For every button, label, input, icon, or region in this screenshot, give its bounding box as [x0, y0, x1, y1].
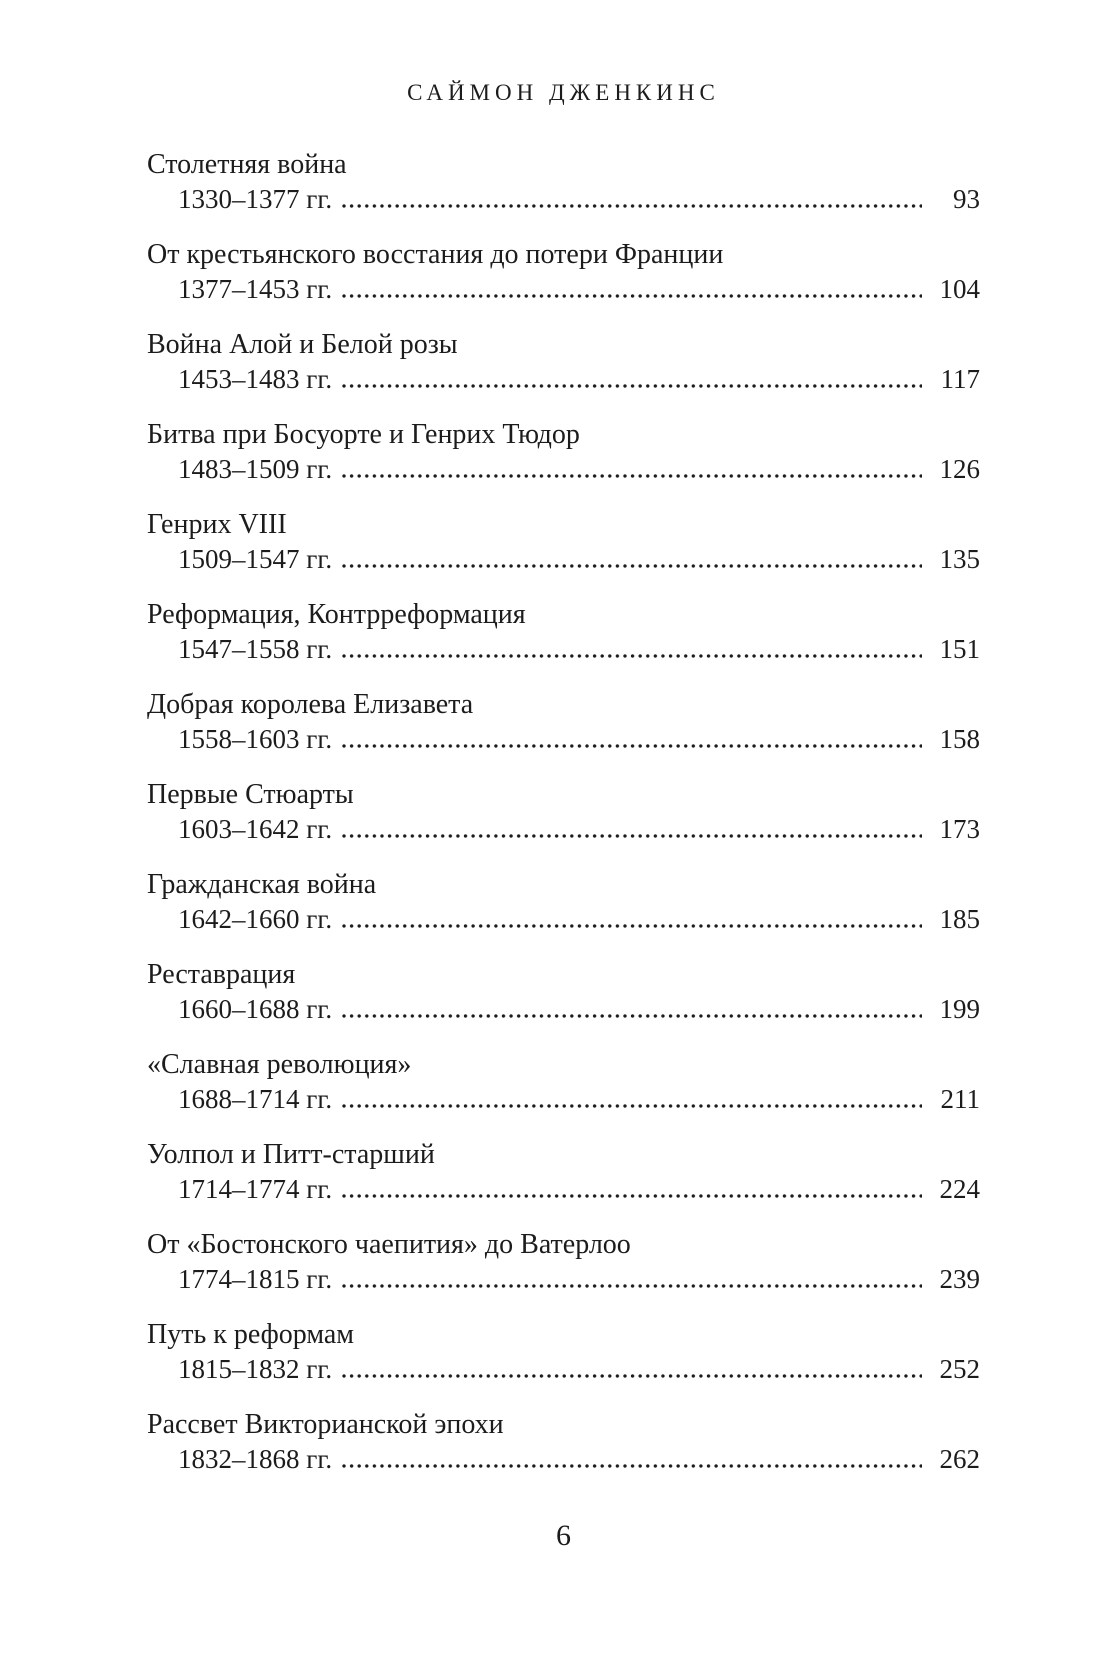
chapter-page-number: 158 [939, 724, 980, 754]
chapter-years-line [147, 272, 980, 306]
toc-entry [147, 1408, 980, 1476]
chapter-years-line [147, 722, 980, 756]
running-header: САЙМОН ДЖЕНКИНС [407, 80, 720, 105]
chapter-title: От крестьянского восстания до потери Франции [147, 239, 724, 270]
chapter-page-number: 104 [939, 274, 980, 304]
dot-leader [342, 473, 922, 479]
chapter-page-number: 252 [939, 1354, 980, 1384]
chapter-title: Реставрация [147, 959, 296, 990]
chapter-title: Добрая королева Елизавета [147, 689, 474, 720]
toc-entry [147, 1228, 980, 1296]
chapter-years: 1558–1603 гг. [178, 724, 333, 754]
toc-entry [147, 418, 980, 486]
chapter-years: 1330–1377 гг. [178, 184, 333, 214]
chapter-years-line [147, 452, 980, 486]
toc-list [147, 148, 980, 1476]
chapter-years: 1483–1509 гг. [178, 454, 333, 484]
chapter-title: От «Бостонского чаепития» до Ватерлоо [147, 1229, 631, 1260]
chapter-title: Рассвет Викторианской эпохи [147, 1409, 504, 1440]
chapter-title: Битва при Босуорте и Генрих Тюдор [147, 419, 580, 450]
chapter-page-number: 173 [939, 814, 980, 844]
chapter-years: 1714–1774 гг. [178, 1174, 333, 1204]
chapter-page-number: 211 [940, 1084, 980, 1114]
chapter-years-line [147, 1082, 980, 1116]
chapter-page-number: 117 [940, 364, 980, 394]
chapter-title: Генрих VIII [147, 509, 287, 540]
chapter-page-number: 126 [939, 454, 980, 484]
dot-leader [342, 1463, 922, 1469]
chapter-years-line [147, 902, 980, 936]
chapter-years-line [147, 362, 980, 396]
toc-entry [147, 688, 980, 756]
dot-leader [342, 563, 922, 569]
dot-leader [342, 923, 922, 929]
chapter-years: 1642–1660 гг. [178, 904, 333, 934]
dot-leader [342, 383, 922, 389]
dot-leader [342, 1283, 922, 1289]
chapter-page-number: 135 [939, 544, 980, 574]
toc-entry [147, 868, 980, 936]
page-content [147, 78, 980, 1498]
dot-leader [342, 833, 922, 839]
chapter-years: 1453–1483 гг. [178, 364, 333, 394]
chapter-years-line [147, 1352, 980, 1386]
chapter-title: Война Алой и Белой розы [147, 329, 458, 360]
chapter-years: 1832–1868 гг. [178, 1444, 333, 1474]
toc-entry [147, 778, 980, 846]
toc-entry [147, 1048, 980, 1116]
dot-leader [342, 1373, 922, 1379]
chapter-years-line [147, 812, 980, 846]
chapter-title: Реформация, Контрреформация [147, 599, 526, 630]
toc-entry [147, 238, 980, 306]
chapter-page-number: 93 [953, 184, 980, 214]
dot-leader [342, 1103, 922, 1109]
toc-entry [147, 508, 980, 576]
dot-leader [342, 203, 922, 209]
chapter-years-line [147, 632, 980, 666]
chapter-page-number: 262 [939, 1444, 980, 1474]
chapter-page-number: 224 [939, 1174, 980, 1204]
chapter-title: Уолпол и Питт-старший [147, 1139, 435, 1170]
dot-leader [342, 293, 922, 299]
chapter-years-line [147, 1442, 980, 1476]
toc-entry [147, 958, 980, 1026]
chapter-page-number: 199 [939, 994, 980, 1024]
chapter-page-number: 151 [939, 634, 980, 664]
chapter-years: 1377–1453 гг. [178, 274, 333, 304]
dot-leader [342, 1013, 922, 1019]
chapter-years: 1547–1558 гг. [178, 634, 333, 664]
chapter-years-line [147, 992, 980, 1026]
chapter-title: Путь к реформам [147, 1319, 354, 1350]
chapter-years: 1660–1688 гг. [178, 994, 333, 1024]
page-number: 6 [556, 1519, 571, 1552]
toc-entry [147, 328, 980, 396]
chapter-years: 1688–1714 гг. [178, 1084, 333, 1114]
toc-entry [147, 1138, 980, 1206]
chapter-years: 1509–1547 гг. [178, 544, 333, 574]
chapter-years: 1815–1832 гг. [178, 1354, 333, 1384]
chapter-years-line [147, 1172, 980, 1206]
dot-leader [342, 743, 922, 749]
chapter-title: «Славная революция» [147, 1049, 412, 1080]
chapter-title: Столетняя война [147, 149, 347, 180]
toc-entry [147, 598, 980, 666]
dot-leader [342, 653, 922, 659]
chapter-years: 1603–1642 гг. [178, 814, 333, 844]
chapter-years-line [147, 1262, 980, 1296]
chapter-title: Гражданская война [147, 869, 377, 900]
dot-leader [342, 1193, 922, 1199]
toc-entry [147, 1318, 980, 1386]
chapter-title: Первые Стюарты [147, 779, 354, 810]
chapter-years-line [147, 542, 980, 576]
toc-entry [147, 148, 980, 216]
chapter-years-line [147, 182, 980, 216]
chapter-page-number: 239 [939, 1264, 980, 1294]
chapter-years: 1774–1815 гг. [178, 1264, 333, 1294]
chapter-page-number: 185 [939, 904, 980, 934]
